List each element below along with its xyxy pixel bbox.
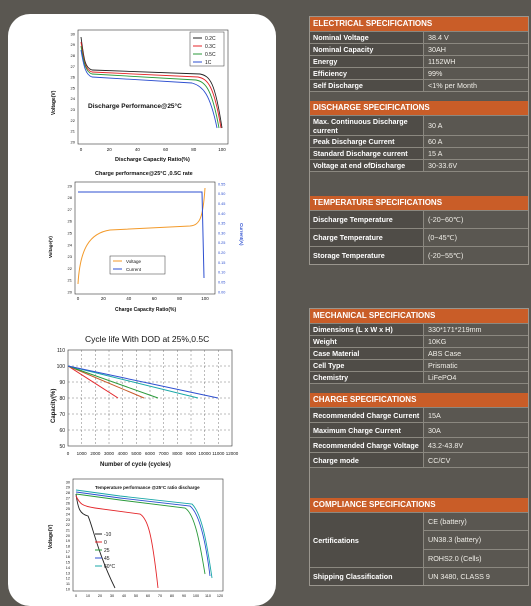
chart4-y-tick: 14 <box>65 565 70 570</box>
chart4-title: Temperature performance @25°C ratio discharge <box>95 485 200 490</box>
chart4-legend-1: 0 <box>104 540 107 546</box>
chart2-y2-tick: 0.30 <box>218 231 226 236</box>
chart1-y-tick: 22 <box>70 117 75 123</box>
chart3-y-tick: 110 <box>57 347 65 354</box>
chart4-y-tick: 27 <box>65 496 70 501</box>
chart4-legend <box>95 532 116 570</box>
chart1-y-tick: 28 <box>70 53 75 58</box>
chart2-y2-tick: 0.00 <box>218 290 226 295</box>
chart2-y2-tick: 0.35 <box>218 221 226 226</box>
chart2-y-tick: 24 <box>67 242 72 248</box>
chart4-x-tick: 70 <box>157 594 163 598</box>
spec-key: Charge mode <box>310 453 424 467</box>
spec-key: Recommended Charge Current <box>310 408 424 422</box>
spec-value: 10KG <box>428 337 447 346</box>
chart3-y-tick: 80 <box>59 395 65 402</box>
chart2-y2-tick: 0.10 <box>218 270 226 275</box>
chart4-x-tick: 30 <box>109 594 115 598</box>
spec-value: 60 A <box>428 137 443 146</box>
spec-value: 330*171*219mm <box>428 325 482 334</box>
chart1-legend-0: 0.2C <box>205 36 216 42</box>
spec-key: Charge Temperature <box>310 229 424 246</box>
spec-key: Efficiency <box>310 68 424 79</box>
spec-key: Chemistry <box>310 372 424 383</box>
spec-key: Max. Continuous Discharge current <box>310 116 424 135</box>
spec-key: Standard Discharge current <box>310 148 424 159</box>
chart3-y-tick: 50 <box>59 443 65 450</box>
chart1-x-tick: 40 <box>134 147 140 152</box>
chart2-y2-tick: 0.05 <box>218 280 226 285</box>
chart2-y-tick: 25 <box>67 230 72 236</box>
chart3-x-tick: 7000 <box>158 451 169 456</box>
spec-row <box>310 147 528 159</box>
chart2-y-tick: 21 <box>67 277 72 283</box>
chart4-y-tick: 11 <box>66 581 70 586</box>
spec-key: Nominal Capacity <box>310 44 424 55</box>
chart4-x-tick: 110 <box>204 594 212 598</box>
chart1-y-tick: 21 <box>70 128 75 134</box>
chart3-x-tick: 11000 <box>212 451 225 456</box>
chart3-x-tick: 2000 <box>90 451 101 456</box>
spec-value: (0~45℃) <box>428 233 458 242</box>
chart4-y-tick: 16 <box>65 555 70 560</box>
spec-value: 30AH <box>428 45 446 54</box>
spec-row <box>310 347 528 359</box>
spec-value: CC/CV <box>428 455 451 465</box>
chart4-x-tick: 90 <box>181 594 187 598</box>
spec-row <box>310 115 528 135</box>
certifications-label: Certifications <box>310 513 424 567</box>
spec-value: 15A <box>428 410 441 420</box>
spec-row <box>310 422 528 437</box>
chart1-y-tick: 30 <box>70 31 75 37</box>
charge-specs-title: CHARGE SPECIFICATIONS <box>310 393 528 407</box>
chart3-ylabel: Capacity(%) <box>51 388 57 423</box>
chart1-y-tick: 25 <box>70 85 75 91</box>
chart4-x-tick: 120 <box>216 594 224 598</box>
chart2-legend-0: Voltage <box>126 259 142 264</box>
certification-item: UN38.3 (battery) <box>424 530 528 548</box>
chart2-y-tick: 22 <box>67 265 72 271</box>
chart3-x-tick: 4000 <box>117 451 128 456</box>
chart4-y-tick: 26 <box>65 501 70 506</box>
chart4-legend-4: 60°C <box>104 564 116 570</box>
chart4-x-tick: 0 <box>74 594 78 598</box>
chart1-ylabel: Voltage(V) <box>51 90 57 115</box>
chart4-series-0 <box>76 496 158 588</box>
spec-key: Discharge Temperature <box>310 211 424 228</box>
chart1-x-tick: 60 <box>163 147 169 152</box>
chart2-title: Charge performance@25°C ,0.5C rate <box>95 171 193 177</box>
chart2-y-tick: 23 <box>67 254 72 260</box>
chart3-y-tick: 100 <box>56 363 65 370</box>
shipping-row <box>310 567 528 585</box>
spec-value: LiFePO4 <box>428 373 457 382</box>
mechanical-specs <box>309 308 529 586</box>
chart3-x-tick: 3000 <box>103 451 115 456</box>
spec-key: Maximum Charge Current <box>310 423 424 437</box>
spec-value: 30A <box>428 425 441 435</box>
chart4-y-tick: 24 <box>65 512 70 517</box>
chart1-y-tick: 20 <box>70 139 75 145</box>
spec-key: Weight <box>310 336 424 347</box>
chart2-xlabel: Charge Capacity Ratio(%) <box>115 307 177 313</box>
chart2-legend-1: Current <box>126 267 142 272</box>
spec-key: Energy <box>310 56 424 67</box>
electrical-specs <box>309 16 529 265</box>
spec-key: Voltage at end ofDischarge <box>310 160 424 171</box>
chart4-y-tick: 10 <box>65 587 70 592</box>
chart2-y-tick: 26 <box>67 218 72 224</box>
spec-value: (-20~55℃) <box>428 251 464 260</box>
certification-item: ROHS2.0 (Cells) <box>424 549 528 567</box>
chart1-x-tick: 80 <box>191 147 197 152</box>
certification-item: CE (battery) <box>428 517 467 527</box>
spec-value: ABS Case <box>428 349 462 358</box>
chart4-legend-0: -10 <box>104 532 112 538</box>
spec-value: Prismatic <box>428 361 458 370</box>
spec-value: <1% per Month <box>428 81 477 90</box>
discharge-specs-title: DISCHARGE SPECIFICATIONS <box>310 101 528 115</box>
chart2-y2-tick: 0.20 <box>218 251 226 256</box>
spec-key: Self Discharge <box>310 80 424 91</box>
chart4-y-tick: 13 <box>65 571 70 576</box>
chart2-y2-tick: 0.50 <box>218 192 226 197</box>
chart3-x-tick: 9000 <box>185 451 197 456</box>
mechanical-specs-title: MECHANICAL SPECIFICATIONS <box>310 309 528 323</box>
spec-value: 30-33.6V <box>428 161 458 170</box>
spec-key: Peak Discharge Current <box>310 136 424 147</box>
chart1-xlabel: Discharge Capacity Ratio(%) <box>115 157 190 163</box>
chart4-legend-3: 45 <box>104 556 110 562</box>
spec-row <box>310 43 528 55</box>
chart4-x-tick: 100 <box>192 594 200 598</box>
chart1-x-tick: 20 <box>106 147 112 152</box>
chart3-x-tick: 0 <box>66 451 70 456</box>
chart3-x-tick: 5000 <box>131 451 142 456</box>
chart4-x-tick: 20 <box>97 594 103 598</box>
spec-row <box>310 335 528 347</box>
spec-row <box>310 79 528 91</box>
spec-key: Nominal Voltage <box>310 32 424 43</box>
compliance-specs-title: COMPLIANCE SPECIFICATIONS <box>310 498 528 512</box>
chart3-series-1 <box>68 366 118 398</box>
spec-row <box>310 31 528 43</box>
spec-row <box>310 246 528 264</box>
chart2-y2-tick: 0.55 <box>218 182 226 187</box>
chart4-y-tick: 30 <box>65 480 70 485</box>
chart3-x-tick: 10000 <box>198 451 211 456</box>
chart2-y-tick: 28 <box>67 195 72 201</box>
spec-row <box>310 407 528 422</box>
spec-row <box>310 228 528 246</box>
chart3-y-tick: 90 <box>59 379 65 386</box>
chart4-x-tick: 10 <box>85 594 91 598</box>
chart2-y2label: Current(A) <box>239 223 244 246</box>
chart1-title: Discharge Performance@25°C <box>88 103 182 110</box>
spec-key: Recommended Charge Voltage <box>310 438 424 452</box>
spec-value: 15 A <box>428 149 443 158</box>
chart3-title: Cycle life With DOD at 25%,0.5C <box>85 334 210 344</box>
spec-value: 43.2-43.8V <box>428 440 464 450</box>
chart1-x-tick: 100 <box>218 147 226 152</box>
chart3-x-tick: 12000 <box>225 451 239 456</box>
spec-value: 1152WH <box>428 57 456 66</box>
chart1-y-tick: 29 <box>70 42 75 48</box>
chart4-y-tick: 18 <box>65 544 70 549</box>
charge-performance-chart <box>40 168 245 313</box>
chart1-y-tick: 26 <box>70 74 75 80</box>
cycle-life-chart <box>40 328 245 468</box>
chart1-y-tick: 23 <box>70 107 75 112</box>
chart4-y-tick: 23 <box>65 517 70 522</box>
chart2-x-tick: 40 <box>126 296 132 301</box>
spec-value: (-20~60℃) <box>428 215 464 224</box>
chart1-y-tick: 24 <box>70 96 75 102</box>
chart3-x-tick: 8000 <box>172 451 183 456</box>
chart4-y-tick: 22 <box>65 523 70 528</box>
electrical-specs-title: ELECTRICAL SPECIFICATIONS <box>310 17 528 31</box>
chart4-y-tick: 17 <box>65 549 70 554</box>
chart2-y-tick: 27 <box>67 206 72 212</box>
certifications-row <box>310 512 528 567</box>
chart3-y-tick: 60 <box>59 427 65 434</box>
spec-row <box>310 210 528 228</box>
chart1-y-tick: 27 <box>70 63 75 69</box>
spec-key: Dimensions (L x W x H) <box>310 324 424 335</box>
spec-row <box>310 452 528 467</box>
shipping-value: UN 3480, CLASS 9 <box>428 572 490 581</box>
chart4-y-tick: 25 <box>65 507 70 512</box>
chart3-x-tick: 1000 <box>76 451 87 456</box>
chart2-x-tick: 20 <box>100 296 106 301</box>
chart3-xlabel: Number of cycle (cycles) <box>100 462 171 468</box>
temperature-discharge-chart <box>40 474 245 599</box>
chart2-y-tick: 20 <box>67 289 72 295</box>
chart4-y-tick: 15 <box>65 560 70 565</box>
spec-value: 30 A <box>428 121 443 130</box>
chart4-y-tick: 21 <box>65 528 70 533</box>
chart4-x-tick: 50 <box>133 594 139 598</box>
chart4-x-tick: 80 <box>169 594 175 598</box>
spec-row <box>310 135 528 147</box>
chart1-legend <box>190 32 224 66</box>
spec-row <box>310 159 528 171</box>
chart1-x-tick: 0 <box>79 147 83 152</box>
chart2-y2-tick: 0.25 <box>218 241 226 246</box>
spec-key: Case Material <box>310 348 424 359</box>
spec-value: 38.4 V <box>428 33 449 42</box>
chart3-x-tick: 6000 <box>144 451 156 456</box>
chart3-y-tick: 70 <box>59 411 65 418</box>
temperature-specs-title: TEMPERATURE SPECIFICATIONS <box>310 196 528 210</box>
chart4-y-tick: 12 <box>65 576 70 581</box>
spec-row <box>310 371 528 383</box>
discharge-performance-chart <box>40 20 240 165</box>
chart4-x-tick: 60 <box>145 594 151 598</box>
spec-row <box>310 437 528 452</box>
spec-row <box>310 55 528 67</box>
chart2-x-tick: 80 <box>177 296 183 301</box>
shipping-label: Shipping Classification <box>310 568 424 585</box>
spec-key: Cell Type <box>310 360 424 371</box>
chart2-x-tick: 100 <box>201 296 209 301</box>
chart2-y2-tick: 0.45 <box>218 201 226 206</box>
chart4-legend-2: 25 <box>104 548 110 554</box>
chart4-y-tick: 19 <box>65 539 70 544</box>
spec-row <box>310 67 528 79</box>
spec-key: Storage Temperature <box>310 247 424 264</box>
chart2-x-tick: 0 <box>76 296 80 301</box>
chart4-x-tick: 40 <box>121 594 127 598</box>
chart3-series-5 <box>68 366 218 398</box>
chart2-y2-tick: 0.40 <box>218 211 226 216</box>
chart2-y2-tick: 0.15 <box>218 260 226 265</box>
chart2-y-tick: 29 <box>67 183 72 189</box>
chart1-legend-3: 1C <box>205 60 212 66</box>
spec-row <box>310 359 528 371</box>
chart4-ylabel: Voltage(V) <box>48 524 54 549</box>
chart1-legend-1: 0.3C <box>205 44 216 50</box>
chart2-legend <box>110 256 165 274</box>
chart1-legend-2: 0.5C <box>205 52 216 58</box>
chart2-x-tick: 60 <box>151 296 157 301</box>
spec-value: 99% <box>428 69 443 78</box>
chart4-y-tick: 29 <box>65 485 70 490</box>
chart2-ylabel: Voltage(V) <box>48 236 53 258</box>
chart4-y-tick: 20 <box>65 533 70 538</box>
chart4-y-tick: 28 <box>65 491 70 496</box>
spec-row <box>310 323 528 335</box>
